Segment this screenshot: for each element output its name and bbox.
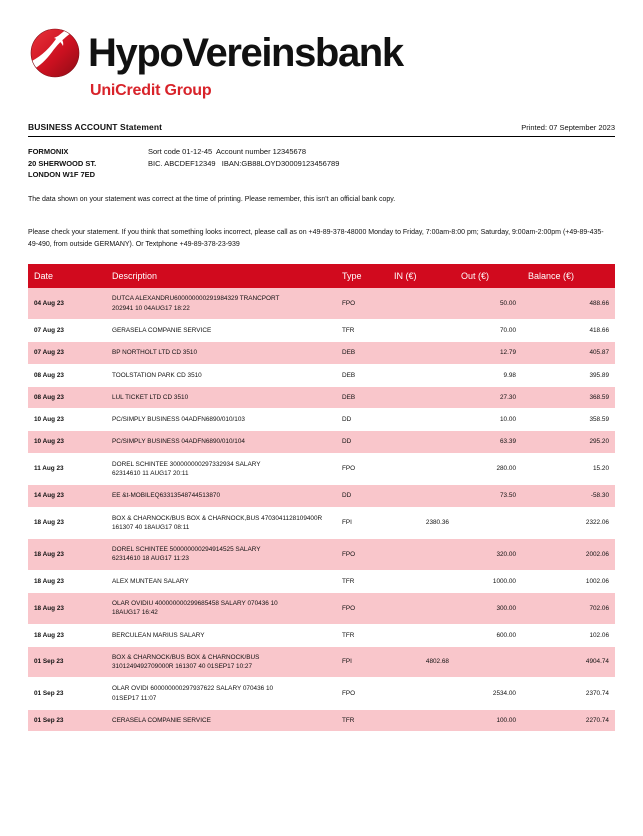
transaction-date: 01 Sep 23 xyxy=(28,678,106,710)
transaction-description-line: DOREL SCHINTEE 300000000297332934 SALARY xyxy=(112,460,261,468)
transaction-date: 08 Aug 23 xyxy=(28,386,106,408)
transaction-amount-in xyxy=(388,485,455,507)
table-row xyxy=(28,409,615,431)
transaction-description-line: BERCULEAN MARIUS SALARY xyxy=(112,631,205,639)
table-row xyxy=(28,709,615,731)
transaction-balance: 488.66 xyxy=(522,288,615,319)
transaction-description-line: PC/SIMPLY BUSINESS 04ADFN6890/010/104 xyxy=(112,438,245,446)
transaction-balance: 702.06 xyxy=(522,592,615,624)
column-header-type: Type xyxy=(336,264,388,288)
holder-street: 20 SHERWOOD ST. xyxy=(28,158,97,168)
transaction-amount-in xyxy=(388,592,455,624)
transaction-description-line: 161307 40 18AUG17 08:11 xyxy=(112,523,190,531)
transaction-balance: 395.89 xyxy=(522,364,615,386)
table-row xyxy=(28,431,615,453)
transaction-amount-out: 600.00 xyxy=(455,624,522,646)
transaction-balance: 2370.74 xyxy=(522,678,615,710)
transaction-description-line: PC/SIMPLY BUSINESS 04ADFN6890/010/103 xyxy=(112,416,245,424)
account-identifiers xyxy=(148,146,615,181)
transaction-amount-in: 4802.68 xyxy=(388,646,455,678)
transaction-date: 18 Aug 23 xyxy=(28,624,106,646)
transaction-amount-out: 27.30 xyxy=(455,386,522,408)
transaction-balance: 4904.74 xyxy=(522,646,615,678)
transaction-balance: 2322.06 xyxy=(522,507,615,539)
transaction-description xyxy=(106,646,336,678)
table-row xyxy=(28,288,615,319)
transaction-description xyxy=(106,570,336,592)
transaction-description-line: 18AUG17 16:42 xyxy=(112,609,158,617)
transaction-description-line: 62314610 11 AUG17 20:11 xyxy=(112,470,189,477)
transaction-type: FPO xyxy=(336,288,388,319)
table-row xyxy=(28,570,615,592)
transaction-description-line: 3101249492709000R 161307 40 01SEP17 10:27 xyxy=(112,663,253,671)
transaction-description-line: 62314610 18 AUG17 11:23 xyxy=(112,555,189,563)
transaction-description-line: OLAR OVIDIU 400000000299685458 SALARY 070436 10 xyxy=(112,599,278,607)
printed-date: Printed: 07 September 2023 xyxy=(521,123,615,132)
table-row xyxy=(28,592,615,624)
transaction-amount-in xyxy=(388,409,455,431)
table-row xyxy=(28,386,615,408)
transaction-type: FPI xyxy=(336,507,388,539)
column-header-in: IN (€) xyxy=(388,264,455,288)
transaction-date: 18 Aug 23 xyxy=(28,570,106,592)
transaction-description xyxy=(106,678,336,710)
table-row xyxy=(28,678,615,710)
transaction-description xyxy=(106,431,336,453)
account-holder-address xyxy=(28,146,148,181)
transaction-balance: 2002.06 xyxy=(522,539,615,571)
statement-title: BUSINESS ACCOUNT Statement xyxy=(28,122,163,132)
transaction-balance: 15.20 xyxy=(522,453,615,485)
bank-wordmark: HypoVereinsbank xyxy=(88,31,403,75)
holder-city: LONDON W1F 7ED xyxy=(28,170,96,180)
transaction-amount-in xyxy=(388,364,455,386)
transaction-date: 07 Aug 23 xyxy=(28,342,106,364)
transaction-description-line: DOREL SCHINTEE 500000000294914525 SALARY xyxy=(112,546,261,554)
transaction-amount-out xyxy=(455,507,522,539)
transaction-type: FPO xyxy=(336,453,388,485)
transaction-amount-in xyxy=(388,678,455,710)
transaction-balance: 1002.06 xyxy=(522,570,615,592)
transaction-amount-in xyxy=(388,570,455,592)
transaction-description xyxy=(106,453,336,485)
transaction-balance: -58.30 xyxy=(522,485,615,507)
transaction-description xyxy=(106,539,336,571)
table-row xyxy=(28,507,615,539)
transaction-type: DD xyxy=(336,409,388,431)
transaction-amount-out: 100.00 xyxy=(455,709,522,731)
transaction-amount-in xyxy=(388,342,455,364)
transaction-type: TFR xyxy=(336,624,388,646)
transaction-date: 01 Sep 23 xyxy=(28,646,106,678)
transaction-amount-in xyxy=(388,709,455,731)
transaction-amount-in xyxy=(388,320,455,342)
transaction-type: DEB xyxy=(336,364,388,386)
transaction-description-line: CERASELA COMPANIE SERVICE xyxy=(112,716,211,724)
transaction-amount-out: 320.00 xyxy=(455,539,522,571)
transaction-amount-in xyxy=(388,624,455,646)
transaction-balance: 295.20 xyxy=(522,431,615,453)
table-body xyxy=(28,288,615,731)
transaction-amount-out: 300.00 xyxy=(455,592,522,624)
transactions-table xyxy=(28,264,615,732)
holder-name: FORMONIX xyxy=(28,147,69,156)
transaction-balance: 2270.74 xyxy=(522,709,615,731)
bic-and-iban: BIC. ABCDEF12349 IBAN:GB88LOYD30009123456789 xyxy=(148,158,340,168)
transaction-date: 08 Aug 23 xyxy=(28,364,106,386)
transaction-date: 18 Aug 23 xyxy=(28,539,106,571)
transaction-description xyxy=(106,288,336,319)
transaction-description xyxy=(106,342,336,364)
transaction-date: 18 Aug 23 xyxy=(28,592,106,624)
transaction-type: DEB xyxy=(336,342,388,364)
transaction-description-line: LUL TICKET LTD CD 3510 xyxy=(112,393,189,401)
transaction-type: DD xyxy=(336,485,388,507)
hypovereinsbank-logo-icon xyxy=(28,26,82,80)
transaction-date: 07 Aug 23 xyxy=(28,320,106,342)
transaction-amount-in xyxy=(388,539,455,571)
transaction-description-line: 202941 10 04AUG17 18:22 xyxy=(112,304,190,312)
transaction-type: DD xyxy=(336,431,388,453)
transaction-balance: 102.06 xyxy=(522,624,615,646)
header-divider xyxy=(28,136,615,137)
transaction-balance: 368.59 xyxy=(522,386,615,408)
table-row xyxy=(28,539,615,571)
accuracy-notice: The data shown on your statement was correct at the time of printing. Please remember, this isn't an official bank copy. xyxy=(28,195,396,203)
column-header-out: Out (€) xyxy=(455,264,522,288)
transaction-amount-in xyxy=(388,453,455,485)
transaction-description-line: BOX & CHARNOCK/BUS BOX & CHARNOCK/BUS xyxy=(112,653,260,661)
transaction-description xyxy=(106,592,336,624)
transaction-amount-out xyxy=(455,646,522,678)
transaction-amount-out: 10.00 xyxy=(455,409,522,431)
transaction-description xyxy=(106,320,336,342)
transaction-description-line: EE &t-MOBILEQ63313548744513870 xyxy=(112,492,221,500)
transaction-description-line: 01SEP17 11:07 xyxy=(112,694,157,702)
transaction-description-line: DUTCA ALEXANDRU600000000291984329 TRANCPORT xyxy=(112,295,280,303)
transaction-type: FPO xyxy=(336,539,388,571)
transaction-amount-in xyxy=(388,288,455,319)
transaction-amount-out: 1000.00 xyxy=(455,570,522,592)
transaction-description-line: OLAR OVIDI 600000000297937622 SALARY 070436 10 xyxy=(112,685,274,693)
transaction-amount-out: 73.50 xyxy=(455,485,522,507)
transaction-amount-out: 70.00 xyxy=(455,320,522,342)
transaction-date: 11 Aug 23 xyxy=(28,453,106,485)
transaction-amount-out: 63.39 xyxy=(455,431,522,453)
transaction-description xyxy=(106,624,336,646)
table-row xyxy=(28,342,615,364)
table-header-row xyxy=(28,264,615,288)
transaction-amount-in: 2380.36 xyxy=(388,507,455,539)
transaction-balance: 418.66 xyxy=(522,320,615,342)
transaction-description-line: TOOLSTATION PARK CD 3510 xyxy=(112,371,202,379)
transaction-type: TFR xyxy=(336,570,388,592)
transaction-amount-in xyxy=(388,386,455,408)
transaction-description-line: GERASELA COMPANIE SERVICE xyxy=(112,327,212,335)
table-row xyxy=(28,364,615,386)
transaction-description xyxy=(106,409,336,431)
transaction-description-line: BP NORTHOLT LTD CD 3510 xyxy=(112,349,197,357)
transaction-date: 10 Aug 23 xyxy=(28,431,106,453)
transaction-date: 10 Aug 23 xyxy=(28,409,106,431)
transaction-description xyxy=(106,364,336,386)
column-header-date: Date xyxy=(28,264,106,288)
transaction-type: FPI xyxy=(336,646,388,678)
statement-header xyxy=(28,122,615,132)
sort-code-and-account-number: Sort code 01-12-45 Account number 12345678 xyxy=(148,147,307,156)
bank-logo xyxy=(28,0,615,100)
column-header-balance: Balance (€) xyxy=(522,264,615,288)
bank-group-subtitle: UniCredit Group xyxy=(90,82,212,99)
transaction-type: FPO xyxy=(336,592,388,624)
transaction-amount-in xyxy=(388,431,455,453)
transaction-date: 04 Aug 23 xyxy=(28,288,106,319)
column-header-description: Description xyxy=(106,264,336,288)
transaction-amount-out: 280.00 xyxy=(455,453,522,485)
transaction-amount-out: 9.98 xyxy=(455,364,522,386)
transaction-date: 14 Aug 23 xyxy=(28,485,106,507)
transaction-type: TFR xyxy=(336,320,388,342)
table-row xyxy=(28,485,615,507)
address-and-account-block xyxy=(28,146,615,181)
transaction-type: DEB xyxy=(336,386,388,408)
transaction-type: FPO xyxy=(336,678,388,710)
table-row xyxy=(28,453,615,485)
transaction-amount-out: 2534.00 xyxy=(455,678,522,710)
table-row xyxy=(28,624,615,646)
transaction-amount-out: 12.79 xyxy=(455,342,522,364)
table-header xyxy=(28,264,615,288)
transaction-description xyxy=(106,485,336,507)
transaction-balance: 405.87 xyxy=(522,342,615,364)
table-row xyxy=(28,646,615,678)
transaction-description-line: ALEX MUNTEAN SALARY xyxy=(112,577,189,585)
transaction-amount-out: 50.00 xyxy=(455,288,522,319)
transaction-description-line: BOX & CHARNOCK/BUS BOX & CHARNOCK,BUS 4703041128109400R xyxy=(112,514,323,522)
transaction-type: TFR xyxy=(336,709,388,731)
transaction-description xyxy=(106,709,336,731)
table-row xyxy=(28,320,615,342)
transaction-date: 01 Sep 23 xyxy=(28,709,106,731)
transaction-description xyxy=(106,386,336,408)
transaction-date: 18 Aug 23 xyxy=(28,507,106,539)
transaction-balance: 358.59 xyxy=(522,409,615,431)
transaction-description xyxy=(106,507,336,539)
contact-notice: Please check your statement. If you think that something looks incorrect, please call as on +49-89-378-48000 Monday to Friday, 7:00am-8:00 pm; Saturday, 9:00am-2:00pm (+49-89-435-49-490, from outside GERMANY). Or Textphone +49-89-378-23-939 xyxy=(28,229,604,248)
